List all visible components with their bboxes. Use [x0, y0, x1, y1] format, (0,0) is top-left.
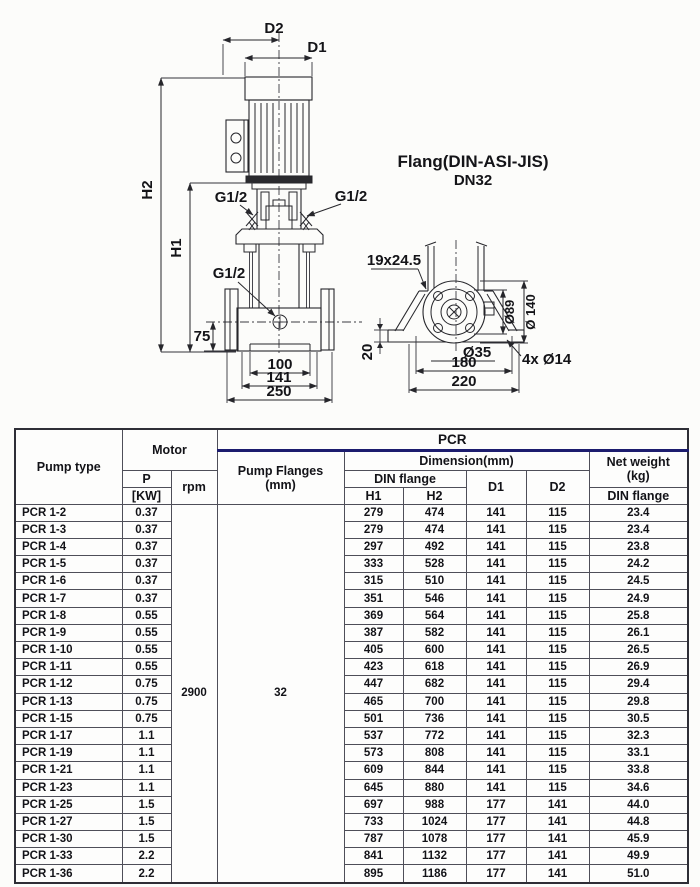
cell-p-kw: 0.75	[122, 676, 171, 693]
table-row	[15, 693, 688, 710]
cell-h2: 844	[403, 762, 466, 779]
arrowhead	[377, 342, 383, 348]
cell-d1: 177	[466, 813, 526, 830]
cell-h2: 1186	[403, 865, 466, 883]
cell-h2: 582	[403, 624, 466, 641]
cell-net-weight: 30.5	[589, 710, 688, 727]
cell-d2: 115	[526, 607, 589, 624]
cell-d2: 115	[526, 624, 589, 641]
cell-net-weight: 45.9	[589, 831, 688, 848]
cell-d1: 177	[466, 848, 526, 865]
cell-d2: 141	[526, 796, 589, 813]
cell-p-kw: 0.55	[122, 624, 171, 641]
holes-label: 4x Ø14	[522, 351, 572, 368]
cell-p-kw: 0.55	[122, 607, 171, 624]
header-h2: H2	[403, 487, 466, 504]
cell-d1: 141	[466, 779, 526, 796]
cell-h2: 682	[403, 676, 466, 693]
table-row	[15, 796, 688, 813]
cell-d1: 141	[466, 573, 526, 590]
cell-p-kw: 0.37	[122, 590, 171, 607]
dim-label-141: 141	[266, 369, 292, 386]
cell-pump-flanges-merged: 32	[217, 504, 344, 883]
header-net-weight	[589, 450, 688, 487]
g12-leader-right	[307, 204, 341, 216]
cell-h2: 1024	[403, 813, 466, 830]
cell-pump-type: PCR 1-9	[15, 624, 122, 641]
cell-p-kw: 1.1	[122, 727, 171, 744]
cell-net-weight: 49.9	[589, 848, 688, 865]
cell-d1: 141	[466, 538, 526, 555]
cell-rpm-merged: 2900	[171, 504, 217, 883]
cell-h1: 387	[344, 624, 403, 641]
dim-label-h2: H2	[139, 180, 156, 200]
cell-d1: 141	[466, 504, 526, 521]
header-pump-flanges	[217, 450, 344, 504]
cell-d1: 141	[466, 590, 526, 607]
tie-rod-nut-right	[303, 244, 315, 252]
cell-h1: 609	[344, 762, 403, 779]
cell-pump-type: PCR 1-13	[15, 693, 122, 710]
cell-h2: 474	[403, 521, 466, 538]
cell-p-kw: 0.55	[122, 642, 171, 659]
cell-pump-type: PCR 1-8	[15, 607, 122, 624]
cell-d2: 115	[526, 745, 589, 762]
cell-d2: 115	[526, 504, 589, 521]
cell-p-kw: 1.5	[122, 831, 171, 848]
header-pump-type: Pump type	[15, 429, 122, 504]
cell-d2: 141	[526, 848, 589, 865]
cell-d1: 141	[466, 710, 526, 727]
header-d1: D1	[466, 470, 526, 504]
cell-net-weight: 32.3	[589, 727, 688, 744]
motor-flange	[246, 176, 312, 183]
cell-h1: 787	[344, 831, 403, 848]
cell-p-kw: 0.55	[122, 659, 171, 676]
cell-h1: 297	[344, 538, 403, 555]
cell-pump-type: PCR 1-25	[15, 796, 122, 813]
flange-title: Flang(DIN-ASI-JIS)	[397, 152, 549, 171]
cell-h2: 772	[403, 727, 466, 744]
cell-h1: 423	[344, 659, 403, 676]
cell-net-weight: 25.8	[589, 607, 688, 624]
cell-d1: 177	[466, 865, 526, 883]
cell-net-weight: 44.8	[589, 813, 688, 830]
dim-label-dia140: Ø 140	[523, 294, 538, 330]
cell-h2: 1078	[403, 831, 466, 848]
table-row	[15, 624, 688, 641]
cell-p-kw: 1.1	[122, 762, 171, 779]
cell-net-weight: 29.4	[589, 676, 688, 693]
dim-label-d1: D1	[307, 39, 327, 56]
cell-h1: 841	[344, 848, 403, 865]
cell-d2: 115	[526, 642, 589, 659]
cell-net-weight: 23.8	[589, 538, 688, 555]
table-row	[15, 676, 688, 693]
cell-p-kw: 2.2	[122, 865, 171, 883]
cell-d2: 115	[526, 693, 589, 710]
pump-technical-drawing	[0, 0, 700, 420]
header-net-weight-line2: (kg)	[626, 469, 650, 483]
cell-d1: 141	[466, 659, 526, 676]
cell-p-kw: 0.37	[122, 504, 171, 521]
cell-d1: 141	[466, 642, 526, 659]
cell-pump-type: PCR 1-11	[15, 659, 122, 676]
cell-d2: 115	[526, 521, 589, 538]
cell-h2: 546	[403, 590, 466, 607]
cell-net-weight: 44.0	[589, 796, 688, 813]
cell-h2: 564	[403, 607, 466, 624]
cell-d2: 115	[526, 727, 589, 744]
cell-h2: 808	[403, 745, 466, 762]
cell-d2: 141	[526, 813, 589, 830]
drain-plug	[273, 315, 287, 329]
header-din-flange: DIN flange	[344, 470, 466, 487]
cell-d1: 141	[466, 607, 526, 624]
cell-p-kw: 0.37	[122, 538, 171, 555]
cell-net-weight: 24.9	[589, 590, 688, 607]
cell-h1: 315	[344, 573, 403, 590]
slot-leader	[418, 269, 426, 289]
cell-d2: 115	[526, 556, 589, 573]
cell-d1: 141	[466, 762, 526, 779]
table-row	[15, 745, 688, 762]
cell-p-kw: 0.75	[122, 710, 171, 727]
motor-fan-cover	[245, 77, 312, 100]
cell-h2: 510	[403, 573, 466, 590]
dim-label-250: 250	[266, 383, 292, 400]
flange-subtitle: DN32	[453, 172, 493, 189]
cell-h2: 736	[403, 710, 466, 727]
cell-d2: 115	[526, 659, 589, 676]
table-row	[15, 573, 688, 590]
cell-net-weight: 33.8	[589, 762, 688, 779]
dim-label-20: 20	[359, 343, 376, 361]
cell-net-weight: 26.5	[589, 642, 688, 659]
cell-h1: 537	[344, 727, 403, 744]
dim-label-220: 220	[451, 373, 477, 390]
cell-pump-type: PCR 1-12	[15, 676, 122, 693]
cell-d1: 141	[466, 693, 526, 710]
cell-pump-type: PCR 1-21	[15, 762, 122, 779]
cell-p-kw: 0.37	[122, 521, 171, 538]
cell-pump-type: PCR 1-19	[15, 745, 122, 762]
header-rpm: rpm	[171, 470, 217, 504]
table-row	[15, 642, 688, 659]
g12-label-top-left: G1/2	[214, 189, 248, 206]
cell-p-kw: 1.1	[122, 745, 171, 762]
flange-foot-view	[359, 152, 572, 393]
header-net-weight-line1: Net weight	[606, 455, 670, 469]
cell-p-kw: 0.75	[122, 693, 171, 710]
table-row	[15, 538, 688, 555]
cell-pump-type: PCR 1-17	[15, 727, 122, 744]
cell-d1: 141	[466, 745, 526, 762]
header-d2: D2	[526, 470, 589, 504]
cell-h1: 279	[344, 521, 403, 538]
cell-pump-type: PCR 1-23	[15, 779, 122, 796]
dim-label-75: 75	[193, 328, 211, 345]
cell-d2: 115	[526, 710, 589, 727]
cell-net-weight: 23.4	[589, 504, 688, 521]
cell-net-weight: 24.5	[589, 573, 688, 590]
table-row	[15, 504, 688, 521]
table-row	[15, 813, 688, 830]
cell-h1: 697	[344, 796, 403, 813]
table-row	[15, 779, 688, 796]
cell-d1: 141	[466, 727, 526, 744]
table-row	[15, 590, 688, 607]
cell-d2: 115	[526, 573, 589, 590]
g12-leader-drain	[238, 282, 275, 316]
pump-elevation-view	[139, 20, 367, 403]
cell-pump-type: PCR 1-27	[15, 813, 122, 830]
cell-pump-type: PCR 1-5	[15, 556, 122, 573]
g12-label-drain: G1/2	[212, 265, 246, 282]
cell-d1: 177	[466, 796, 526, 813]
header-dimension: Dimension(mm)	[344, 450, 589, 470]
cell-net-weight: 23.4	[589, 521, 688, 538]
table-row	[15, 659, 688, 676]
tie-rod-nut-left	[244, 244, 256, 252]
cell-d2: 141	[526, 831, 589, 848]
cell-h2: 880	[403, 779, 466, 796]
cell-net-weight: 26.1	[589, 624, 688, 641]
cell-h2: 988	[403, 796, 466, 813]
cell-d1: 141	[466, 521, 526, 538]
cell-h1: 465	[344, 693, 403, 710]
table-row	[15, 865, 688, 883]
cell-pump-type: PCR 1-33	[15, 848, 122, 865]
cell-h1: 573	[344, 745, 403, 762]
cell-d2: 141	[526, 865, 589, 883]
cell-h1: 645	[344, 779, 403, 796]
cell-d1: 177	[466, 831, 526, 848]
header-p: P	[122, 470, 171, 487]
cell-pump-type: PCR 1-4	[15, 538, 122, 555]
table-row	[15, 848, 688, 865]
dim-label-dia35: Ø35	[462, 344, 492, 361]
dim-label-100: 100	[267, 356, 293, 373]
cell-pump-type: PCR 1-7	[15, 590, 122, 607]
cell-h1: 895	[344, 865, 403, 883]
header-motor: Motor	[122, 429, 217, 470]
pump-spec-table	[14, 428, 689, 884]
table-row	[15, 710, 688, 727]
motor-junction-box	[226, 120, 248, 172]
cell-net-weight: 51.0	[589, 865, 688, 883]
cell-pump-type: PCR 1-2	[15, 504, 122, 521]
cell-pump-type: PCR 1-15	[15, 710, 122, 727]
dim-label-d2: D2	[264, 20, 284, 37]
cell-d2: 115	[526, 590, 589, 607]
table-body	[15, 504, 688, 883]
table-row	[15, 762, 688, 779]
cell-p-kw: 1.5	[122, 796, 171, 813]
cell-d2: 115	[526, 538, 589, 555]
header-pump-flanges-line2: (mm)	[265, 477, 296, 492]
arrowhead	[377, 324, 383, 330]
cell-h2: 1132	[403, 848, 466, 865]
cell-net-weight: 29.8	[589, 693, 688, 710]
cell-pump-type: PCR 1-30	[15, 831, 122, 848]
cell-pump-type: PCR 1-3	[15, 521, 122, 538]
cell-p-kw: 0.37	[122, 556, 171, 573]
table-row	[15, 607, 688, 624]
cell-d1: 141	[466, 676, 526, 693]
port-flange-left	[225, 289, 238, 350]
cell-pump-type: PCR 1-6	[15, 573, 122, 590]
cell-p-kw: 1.1	[122, 779, 171, 796]
cell-h2: 600	[403, 642, 466, 659]
cell-h2: 492	[403, 538, 466, 555]
cell-p-kw: 1.5	[122, 813, 171, 830]
header-h1: H1	[344, 487, 403, 504]
base-recess	[250, 344, 310, 351]
cell-d1: 141	[466, 556, 526, 573]
cell-h1: 333	[344, 556, 403, 573]
cell-d2: 115	[526, 779, 589, 796]
cell-h1: 369	[344, 607, 403, 624]
g12-label-top-right: G1/2	[334, 188, 368, 205]
cell-h1: 447	[344, 676, 403, 693]
g12-leader-left	[240, 205, 253, 215]
cell-h1: 279	[344, 504, 403, 521]
cell-h2: 474	[403, 504, 466, 521]
cell-h1: 733	[344, 813, 403, 830]
table-row	[15, 556, 688, 573]
cell-pump-type: PCR 1-10	[15, 642, 122, 659]
dim-label-h1: H1	[168, 238, 185, 258]
slot-label: 19x24.5	[366, 252, 422, 269]
header-pcr: PCR	[217, 429, 688, 450]
pump-head-plate	[236, 229, 323, 244]
cell-h1: 501	[344, 710, 403, 727]
table-header	[15, 429, 688, 504]
dim-label-180: 180	[451, 354, 477, 371]
cell-h2: 618	[403, 659, 466, 676]
cell-h1: 405	[344, 642, 403, 659]
cell-net-weight: 34.6	[589, 779, 688, 796]
cell-d2: 115	[526, 676, 589, 693]
table-row	[15, 521, 688, 538]
port-flange-right	[321, 289, 334, 350]
cell-h2: 700	[403, 693, 466, 710]
cell-d2: 115	[526, 762, 589, 779]
header-kw: [KW]	[122, 487, 171, 504]
table-row	[15, 727, 688, 744]
cell-p-kw: 0.37	[122, 573, 171, 590]
table-row	[15, 831, 688, 848]
cell-net-weight: 24.2	[589, 556, 688, 573]
cell-pump-type: PCR 1-36	[15, 865, 122, 883]
cell-net-weight: 33.1	[589, 745, 688, 762]
header-net-weight-sub: DIN flange	[589, 487, 688, 504]
dim-label-dia89: Ø89	[502, 299, 517, 325]
cell-d1: 141	[466, 624, 526, 641]
cell-h1: 351	[344, 590, 403, 607]
cell-h2: 528	[403, 556, 466, 573]
cell-net-weight: 26.9	[589, 659, 688, 676]
header-pump-flanges-line1: Pump Flanges	[237, 463, 324, 478]
cell-p-kw: 2.2	[122, 848, 171, 865]
